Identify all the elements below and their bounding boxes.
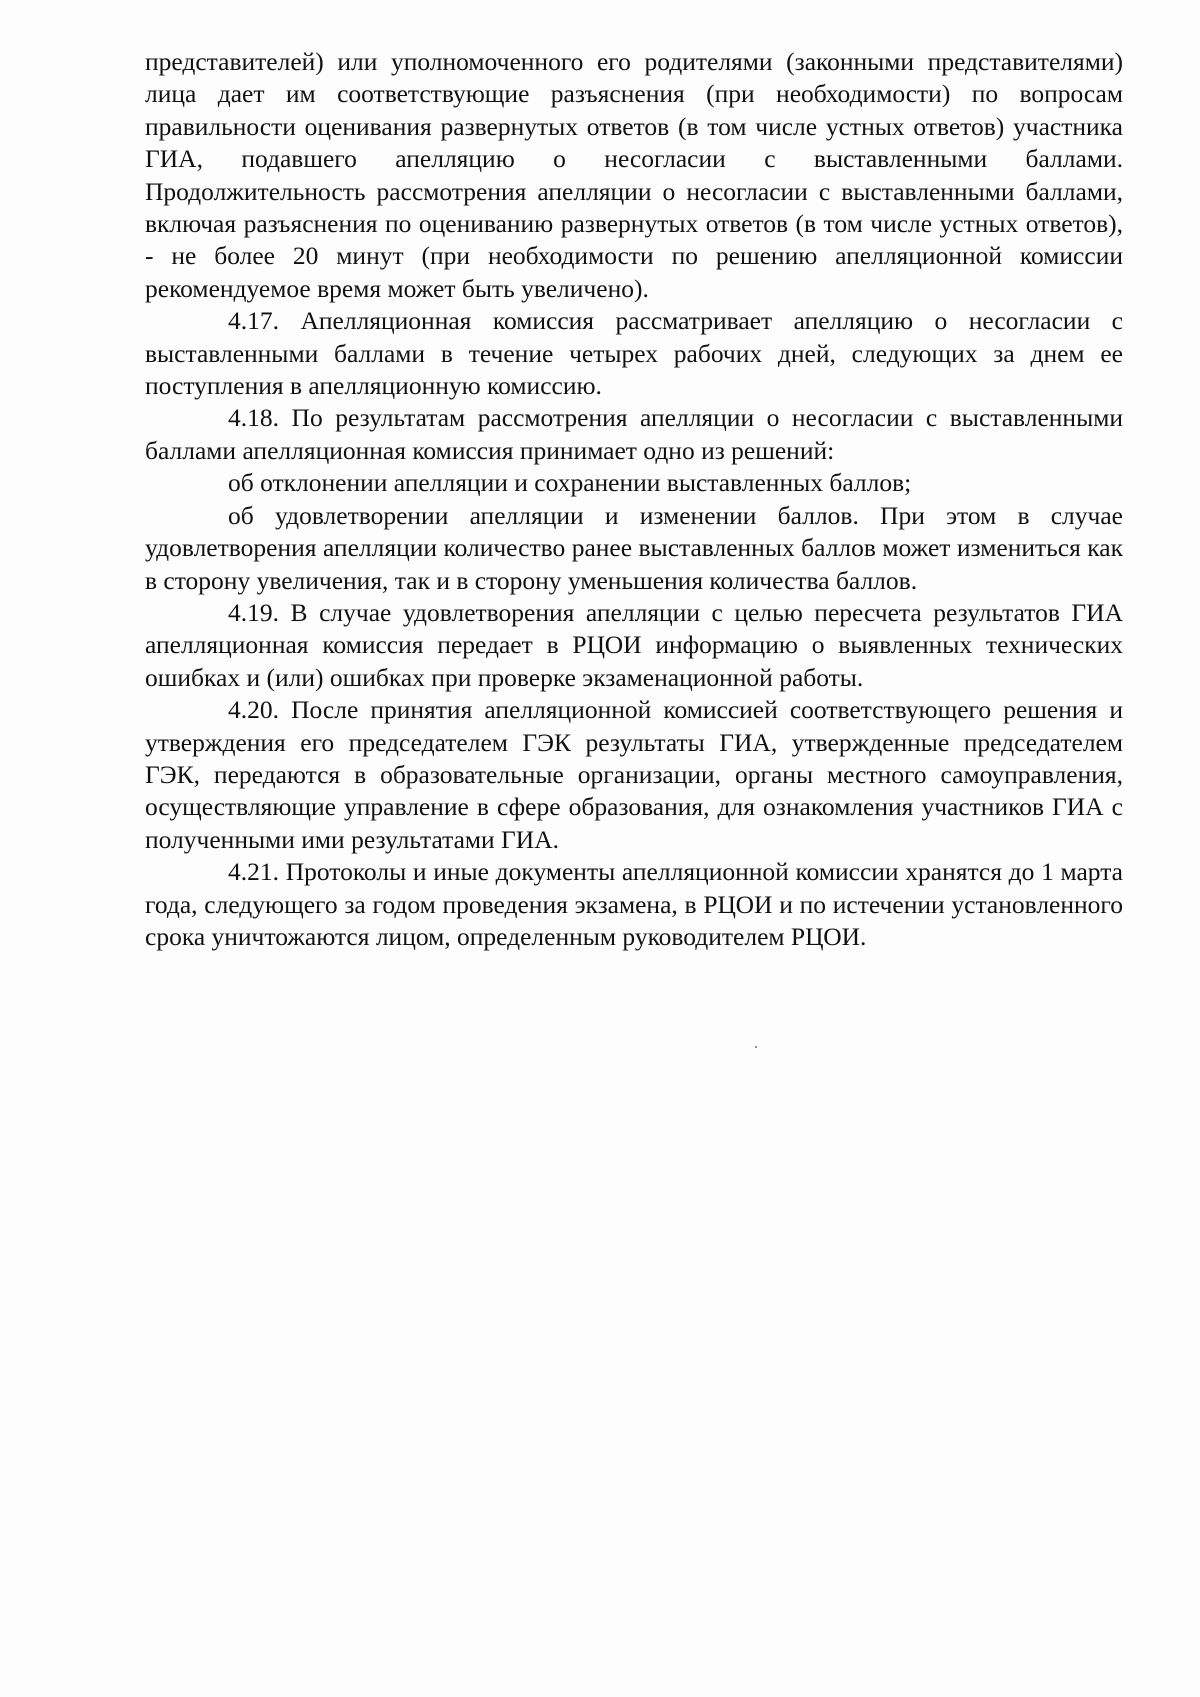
- document-body: [145, 46, 1123, 953]
- paragraph-4-19: 4.19. В случае удовлетворения апелляции с целью пересчета результатов ГИА апелляционная комиссия передает в РЦОИ информацию о выявленных технических ошибках и (или) ошибках при проверке экзаменационной работы.: [145, 597, 1123, 692]
- paragraph-decision-accept: об удовлетворении апелляции и изменении баллов. При этом в случае удовлетворения апелляции количество ранее выставленных баллов может измениться как в сторону увеличения, так и в сторону уменьшения количества баллов.: [145, 500, 1123, 595]
- paragraph-4-18: 4.18. По результатам рассмотрения апелляции о несогласии с выставленными баллами апелляционная комиссия принимает одно из решений:: [145, 403, 1123, 465]
- paragraph-decision-reject: об отклонении апелляции и сохранении выставленных баллов;: [228, 468, 912, 498]
- scan-speck: [755, 1046, 757, 1048]
- paragraph-4-17: 4.17. Апелляционная комиссия рассматривает апелляцию о несогласии с выставленными баллами в течение четырех рабочих дней, следующих за днем ее поступления в апелляционную комиссию.: [145, 306, 1123, 401]
- paragraph-4-21: 4.21. Протоколы и иные документы апелляционной комиссии хранятся до 1 марта года, следующего за годом проведения экзамена, в РЦОИ и по истечении установленного срока уничтожаются лицом, определенным руководителем РЦОИ.: [145, 857, 1123, 951]
- paragraph-continuation: представителей) или уполномоченного его родителями (законными представителями) лица дает им соответствующие разъяснения (при необходимости) по вопросам правильности оценивания развернутых ответов (в том числе устных ответов) участника ГИА, подавшего апелляцию о несогласии с выставленными баллами. Продолжительность рассмотрения апелляции о несогласии с выставленными баллами, включая разъяснения по оцениванию развернутых ответов (в том числе устных ответов), - не более 20 минут (при необходимости по решению апелляционной комиссии рекомендуемое время может быть увеличено).: [145, 47, 1123, 303]
- paragraph-4-20: 4.20. После принятия апелляционной комиссией соответствующего решения и утверждения его председателем ГЭК результаты ГИА, утвержденные председателем ГЭК, передаются в образовательные организации, органы местного самоуправления, осуществляющие управление в сфере образования, для ознакомления участников ГИА с полученными ими результатами ГИА.: [145, 695, 1123, 854]
